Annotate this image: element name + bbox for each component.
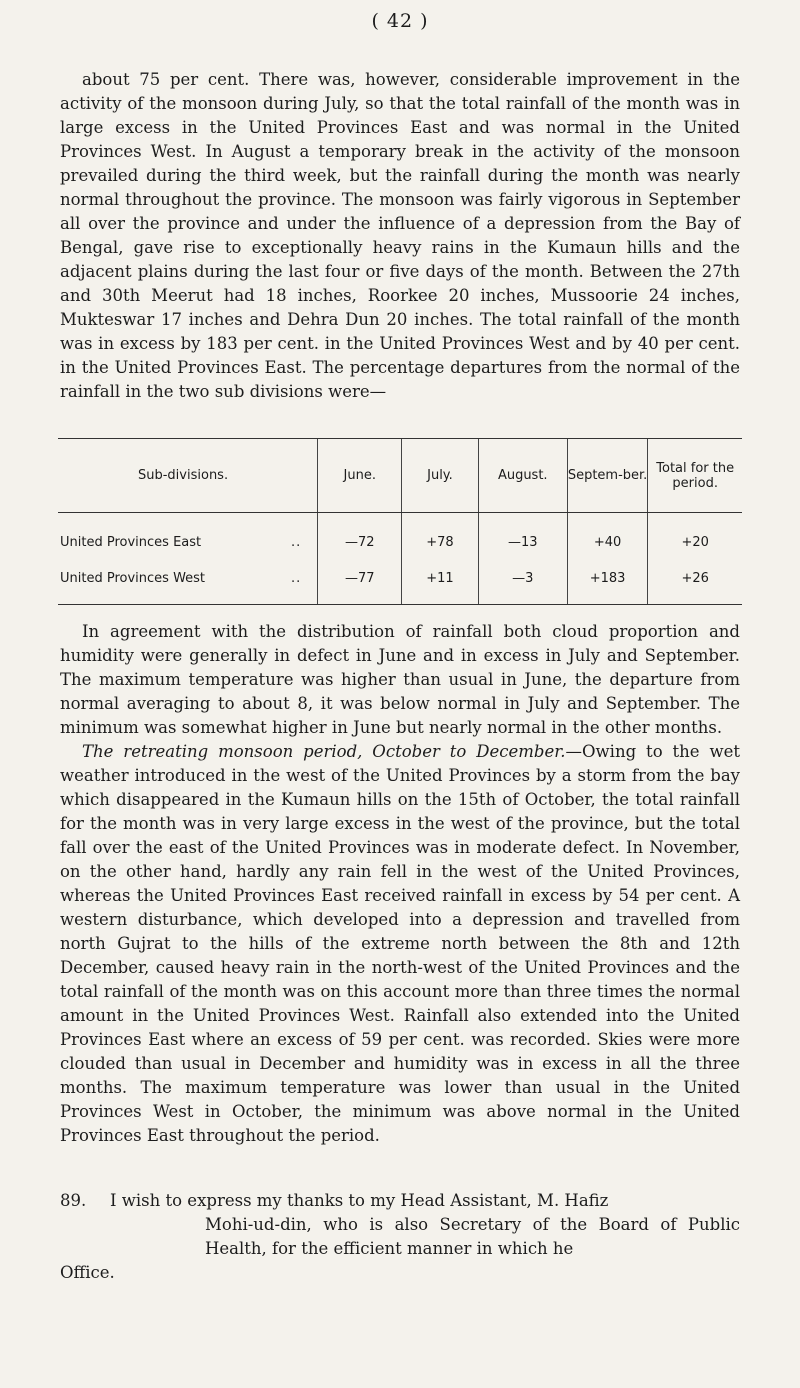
- paragraph-lead: In agreement with the distribution of rainfall both cloud proportion and humidity were generally in defect in June and in excess in July and September. The maximum temperature was higher than usual in June, the departure from normal averaging to about 8, it was below normal in July and September. The minimum was somewhat higher in June but nearly normal in the other months.: [60, 622, 740, 737]
- value-total: +26: [648, 559, 742, 605]
- row-name-cell: [58, 559, 318, 605]
- value-june: —77: [318, 559, 402, 605]
- section-heading-retreating-monsoon: The retreating monsoon period, October to December.: [82, 742, 566, 761]
- value-august: —3: [478, 559, 567, 605]
- header-july: July.: [402, 439, 479, 513]
- paragraph-number: 89.: [60, 1191, 87, 1210]
- value-july: +11: [402, 559, 479, 605]
- page-number: ( 42 ): [371, 10, 429, 32]
- header-total: Total for the period.: [648, 439, 742, 513]
- paragraph-weather-conditions: [60, 620, 740, 1148]
- table-header-row: [58, 439, 742, 513]
- table-row: [58, 559, 742, 605]
- row-name: United Provinces West: [60, 570, 206, 586]
- value-june: —72: [318, 513, 402, 559]
- value-september: +40: [567, 513, 648, 559]
- header-august: August.: [478, 439, 567, 513]
- header-june: June.: [318, 439, 402, 513]
- header-september: Septem-ber.: [567, 439, 648, 513]
- header-sub-divisions: Sub-divisions.: [58, 439, 318, 513]
- row-leader-dots: ..: [291, 570, 302, 586]
- row-leader-dots: ..: [291, 535, 302, 551]
- row-name: United Provinces East: [60, 535, 202, 551]
- value-september: +183: [567, 559, 648, 605]
- table-row: [58, 513, 742, 559]
- value-total: +20: [648, 513, 742, 559]
- acknowledgement-opening: I wish to express my thanks to my Head Assistant, M. Hafiz: [110, 1191, 609, 1210]
- row-name-cell: [58, 513, 318, 559]
- paragraph-body: —Owing to the wet weather introduced in the west of the United Provinces by a storm from the bay which disappeared in the Kumaun hills on the 15th of October, the total rainfall for the month was in very large excess in the west of the province, but the total fall over the east of the United Provinces was in moderate defect. In November, on the other hand, hardly any rain fell in the west of the United Provinces, whereas the United Provinces East received rainfall in excess by 54 per cent. A western disturbance, which developed into a depression and travelled from north Gujrat to the hills of the extreme north between the 8th and 12th December, caused heavy rain in the north-west of the United Provinces and the total rainfall of the month was on this account more than three times the normal amount in the United Provinces West. Rainfall also extended into the United Provinces East where an excess of 59 per cent. was recorded. Skies were more clouded than usual in December and humidity was in excess in all the three months. The maximum temperature was lower than usual in the United Provinces West in October, the minimum was above normal in the United Provinces East throughout the period.: [60, 742, 740, 1145]
- rainfall-departure-table: [58, 438, 742, 605]
- value-july: +78: [402, 513, 479, 559]
- margin-note-office: Office.: [60, 1263, 115, 1282]
- paragraph-monsoon-summary: about 75 per cent. There was, however, considerable improvement in the activity of the monsoon during July, so that the total rainfall of the month was in large excess in the United Provinces East and was normal in the United Provinces West. In August a temporary break in the activity of the monsoon prevailed during the third week, but the rainfall during the month was nearly normal throughout the province. The monsoon was fairly vigorous in September all over the province and under the influence of a depression from the Bay of Bengal, gave rise to exceptionally heavy rains in the Kumaun hills and the adjacent plains during the last four or five days of the month. Between the 27th and 30th Meerut had 18 inches, Roorkee 20 inches, Mussoorie 24 inches, Mukteswar 17 inches and Dehra Dun 20 inches. The total rainfall of the month was in excess by 183 per cent. in the United Provinces West and by 40 per cent. in the United Provinces East. The percentage departures from the normal of the rainfall in the two sub divisions were—: [60, 70, 740, 401]
- paragraph-acknowledgement-continued: Mohi-ud-din, who is also Secretary of the Board of Public Health, for the efficient manner in which he: [205, 1215, 740, 1258]
- paragraph-acknowledgement-first-line: [60, 1189, 740, 1213]
- value-august: —13: [478, 513, 567, 559]
